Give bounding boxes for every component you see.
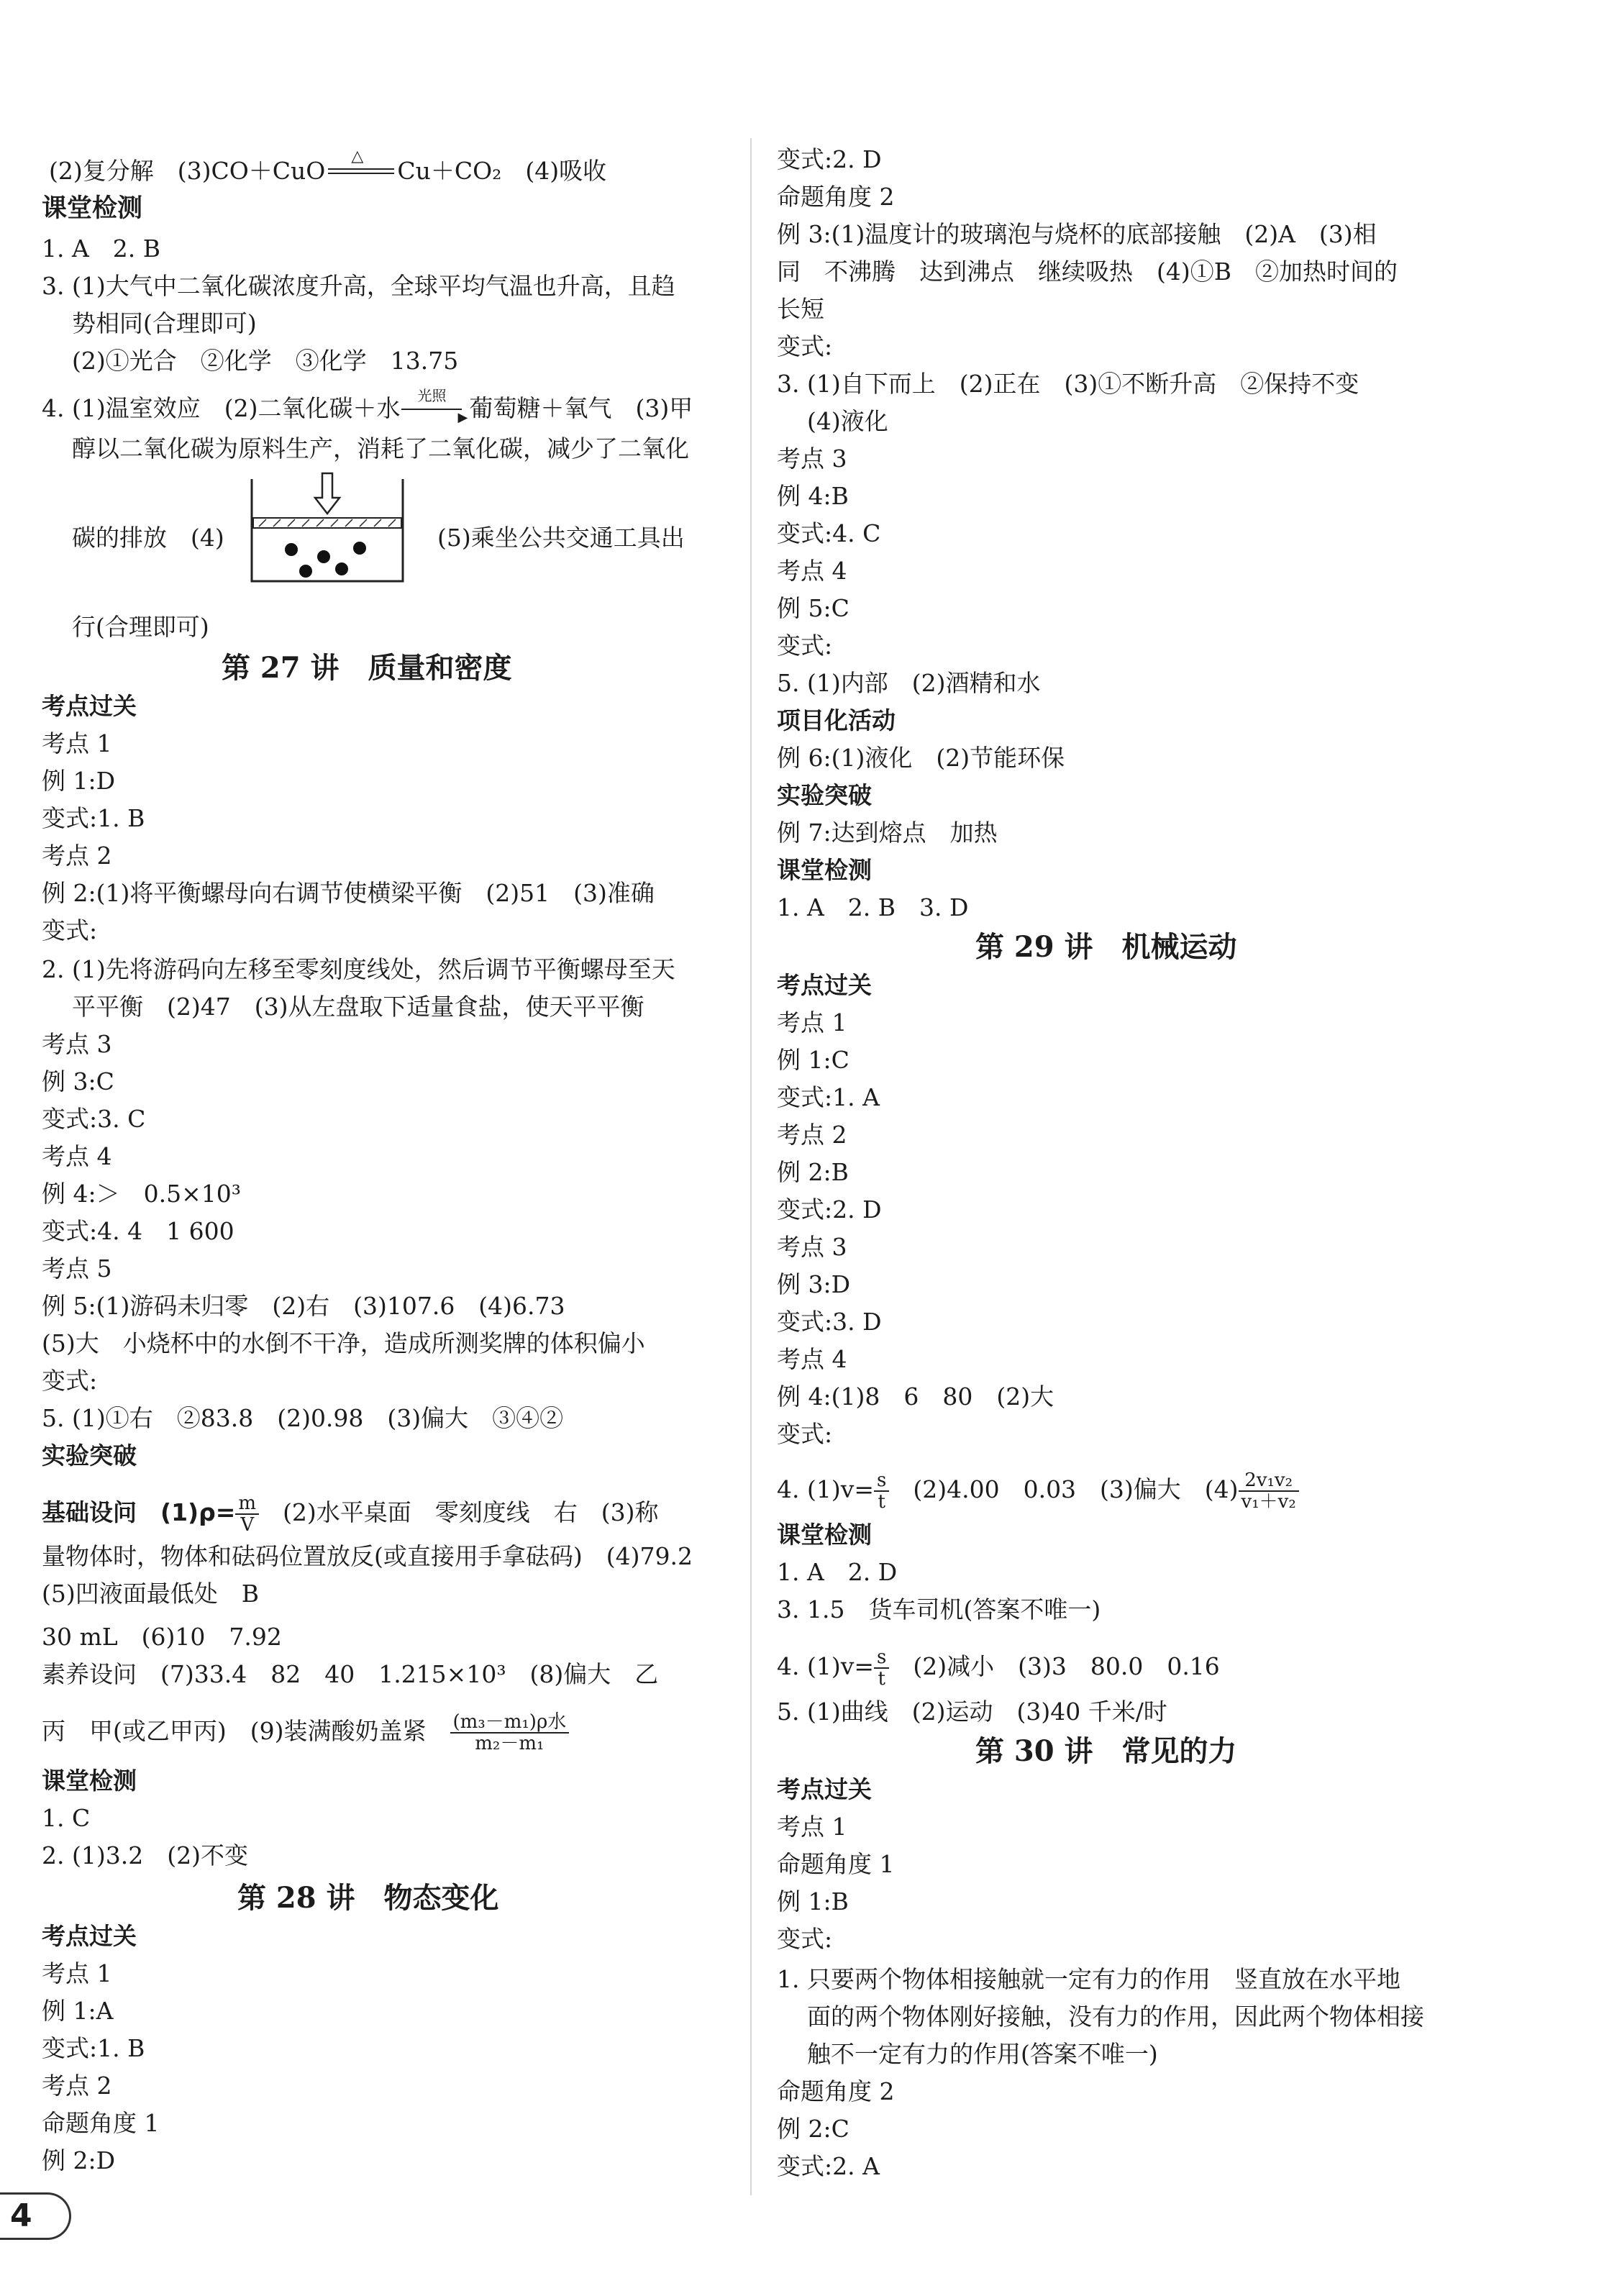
answer-line: 丙 甲(或乙甲丙) (9)装满酸奶盖紧 $\frac{\text{(m₃－m₁)ρ水}}{\text{m₂－m₁}}$ <box>42 1712 569 1754</box>
answer-line: 长短 <box>777 295 824 323</box>
lecture-title-29: 第 29 讲 机械运动 <box>975 930 1237 964</box>
answer-line: 考点 5 <box>42 1254 112 1283</box>
answer-line: 考点 4 <box>777 557 847 585</box>
answer-line: 醇以二氧化碳为原料生产，消耗了二氧化碳，减少了二氧化 <box>72 434 689 463</box>
answer-line: 4. (1)v= $\frac{s}{t}$ (2)减小 (3)3 80.0 0.16 <box>777 1646 1220 1690</box>
answer-line: 素养设问 (7)33.4 82 40 1.215×10³ (8)偏大 乙 <box>42 1660 659 1688</box>
section-heading: 实验突破 <box>777 781 872 809</box>
answer-line: 例 4:(1)8 6 80 (2)大 <box>777 1382 1054 1411</box>
answer-line: (5)凹液面最低处 B <box>42 1580 259 1608</box>
answer-line: 5. (1)曲线 (2)运动 (3)40 千米/时 <box>777 1698 1167 1726</box>
answer-line: 考点 1 <box>42 729 112 757</box>
answer-line: (5)大 小烧杯中的水倒不干净，造成所测奖牌的体积偏小 <box>42 1329 645 1357</box>
answer-line: 变式:2. A <box>777 2152 880 2180</box>
answer-line: 例 5:C <box>777 594 849 622</box>
section-heading: 项目化活动 <box>777 706 896 734</box>
answer-line: (5)乘坐公共交通工具出 <box>437 524 685 552</box>
heat-condition-arrow: △ <box>325 157 397 186</box>
answer-line: 变式: <box>42 916 98 944</box>
answer-line: 面的两个物体刚好接触，没有力的作用，因此两个物体相接 <box>807 2003 1424 2031</box>
answer-line: 变式:4. C <box>777 519 881 547</box>
answer-line: 变式: <box>777 1420 833 1448</box>
answer-line: 例 7:达到熔点 加热 <box>777 819 998 847</box>
answer-line: 变式:1. A <box>777 1083 880 1111</box>
page-number: 4 <box>10 2197 32 2234</box>
answer-line: 变式: <box>42 1367 98 1395</box>
answer-line: 例 3:D <box>777 1270 851 1298</box>
lecture-title-27: 第 27 讲 质量和密度 <box>222 651 512 685</box>
density-formula: $\frac{m}{V}$ <box>235 1493 259 1535</box>
answer-line: 考点 1 <box>777 1813 847 1841</box>
section-heading: 考点过关 <box>42 1922 137 1950</box>
answer-line: 例 1:D <box>42 767 116 795</box>
section-heading: 课堂检测 <box>777 856 872 884</box>
answer-line: 例 2:B <box>777 1158 849 1186</box>
answer-line: 量物体时，物体和砝码位置放反(或直接用手拿砝码) (4)79.2 <box>42 1542 693 1570</box>
answer-line: 变式: <box>777 632 833 660</box>
answer-line: 变式: <box>777 1925 833 1953</box>
answer-line: 变式:4. 4 1 600 <box>42 1217 234 1245</box>
section-heading: 课堂检测 <box>777 1521 872 1549</box>
lecture-title-28: 第 28 讲 物态变化 <box>237 1881 499 1915</box>
page-number-tab <box>0 2192 71 2240</box>
answer-line: (4)液化 <box>807 407 888 435</box>
answer-line: 命题角度 1 <box>42 2109 160 2137</box>
answer-line: 变式:3. C <box>42 1105 146 1133</box>
average-speed-formula: $\frac{\text{2v₁v₂}}{\text{v₁＋v₂}}$ <box>1239 1470 1299 1512</box>
answer-line: 4. (1)温室效应 (2)二氧化碳＋水 光照 ▶ 葡萄糖＋氧气 (3)甲 <box>42 387 693 425</box>
answer-line: (2)复分解 (3)CO＋CuO △ Cu＋CO₂ (4)吸收 <box>49 147 607 185</box>
answer-line: 例 1:B <box>777 1887 849 1915</box>
piston-container-diagram <box>245 472 410 588</box>
answer-line: 行(合理即可) <box>72 613 209 641</box>
column-divider <box>750 138 752 2195</box>
answer-line: 例 2:D <box>42 2146 116 2174</box>
answer-line: 例 6:(1)液化 (2)节能环保 <box>777 744 1065 772</box>
section-heading: 考点过关 <box>777 1775 872 1803</box>
answer-line: 3. (1)大气中二氧化碳浓度升高，全球平均气温也升高，且趋 <box>42 272 675 300</box>
answer-line: 触不一定有力的作用(答案不唯一) <box>807 2040 1158 2068</box>
answer-line: 例 5:(1)游码未归零 (2)右 (3)107.6 (4)6.73 <box>42 1292 565 1320</box>
answer-line: 例 3:C <box>42 1067 114 1095</box>
answer-line: 1. A 2. D <box>777 1558 898 1586</box>
answer-line: 考点 3 <box>777 445 847 473</box>
answer-line: 3. (1)自下而上 (2)正在 (3)①不断升高 ②保持不变 <box>777 370 1359 398</box>
answer-line: 变式:2. D <box>777 145 882 173</box>
answer-line: 例 1:A <box>42 1997 114 2025</box>
section-heading: 考点过关 <box>42 692 137 720</box>
answer-line: 考点 3 <box>777 1233 847 1261</box>
answer-line: 变式:1. B <box>42 804 145 832</box>
answer-line: 变式:1. B <box>42 2034 145 2062</box>
answer-line: 基础设问 (1)ρ= $\frac{m}{V}$ (2)水平桌面 零刻度线 右 (3)称 <box>42 1493 659 1536</box>
answer-line: 2. (1)3.2 (2)不变 <box>42 1841 248 1869</box>
answer-line: 命题角度 1 <box>777 1850 895 1878</box>
answer-line: 考点 3 <box>42 1030 112 1058</box>
answer-line: 考点 2 <box>42 2072 112 2100</box>
answer-line: 命题角度 2 <box>777 183 895 211</box>
answer-line: 考点 1 <box>777 1008 847 1037</box>
light-condition-arrow: 光照 ▶ <box>400 394 469 423</box>
section-heading: 实验突破 <box>42 1441 137 1470</box>
answer-line: 3. 1.5 货车司机(答案不唯一) <box>777 1595 1101 1623</box>
answer-line: 例 2:(1)将平衡螺母向右调节使横梁平衡 (2)51 (3)准确 <box>42 879 655 907</box>
answer-line: 同 不沸腾 达到沸点 继续吸热 (4)①B ②加热时间的 <box>777 258 1398 286</box>
answer-line: 例 3:(1)温度计的玻璃泡与烧杯的底部接触 (2)A (3)相 <box>777 220 1377 248</box>
answer-line: 5. (1)内部 (2)酒精和水 <box>777 669 1041 697</box>
answer-line: 例 1:C <box>777 1046 849 1074</box>
answer-line: 例 4:B <box>777 482 849 510</box>
answer-line: 2. (1)先将游码向左移至零刻度线处，然后调节平衡螺母至天 <box>42 955 675 983</box>
answer-line: 4. (1)v= $\frac{s}{t}$ (2)4.00 0.03 (3)偏大 (4) $\frac{\text{2v₁v₂}}{\text{v₁＋v₂}}$ <box>777 1470 1299 1512</box>
answer-line: 考点 2 <box>777 1121 847 1149</box>
answer-line: 命题角度 2 <box>777 2077 895 2105</box>
answer-line: 碳的排放 (4) <box>72 524 224 552</box>
answer-line: 考点 4 <box>777 1345 847 1373</box>
answer-line: 考点 4 <box>42 1142 112 1170</box>
answer-line: 变式:3. D <box>777 1308 882 1336</box>
answer-line: 变式: <box>777 332 833 360</box>
density-expression: $\frac{\text{(m₃－m₁)ρ水}}{\text{m₂－m₁}}$ <box>450 1712 570 1754</box>
answer-line: 势相同(合理即可) <box>72 309 257 337</box>
answer-line: 考点 1 <box>42 1959 112 1987</box>
section-heading: 考点过关 <box>777 971 872 999</box>
answer-line: 5. (1)①右 ②83.8 (2)0.98 (3)偏大 ③④② <box>42 1404 564 1432</box>
answer-line: 变式:2. D <box>777 1195 882 1224</box>
answer-line: 1. A 2. B 3. D <box>777 893 969 921</box>
answer-line: 1. A 2. B <box>42 234 161 263</box>
answer-line: 考点 2 <box>42 842 112 870</box>
answer-line: 例 2:C <box>777 2115 849 2143</box>
speed-formula: $\frac{s}{t}$ <box>874 1647 889 1689</box>
answer-line: 30 mL (6)10 7.92 <box>42 1623 282 1651</box>
answer-line: 1. 只要两个物体相接触就一定有力的作用 竖直放在水平地 <box>777 1965 1400 1993</box>
answer-line: 1. C <box>42 1804 91 1832</box>
lecture-title-30: 第 30 讲 常见的力 <box>975 1734 1237 1768</box>
answer-line: 平平衡 (2)47 (3)从左盘取下适量食盐，使天平平衡 <box>72 993 644 1021</box>
speed-formula: $\frac{s}{t}$ <box>874 1470 889 1512</box>
answer-line: 例 4:＞ 0.5×10³ <box>42 1180 241 1208</box>
answer-line: (2)①光合 ②化学 ③化学 13.75 <box>72 347 459 375</box>
section-heading: 课堂检测 <box>42 194 143 223</box>
section-heading: 课堂检测 <box>42 1767 137 1795</box>
